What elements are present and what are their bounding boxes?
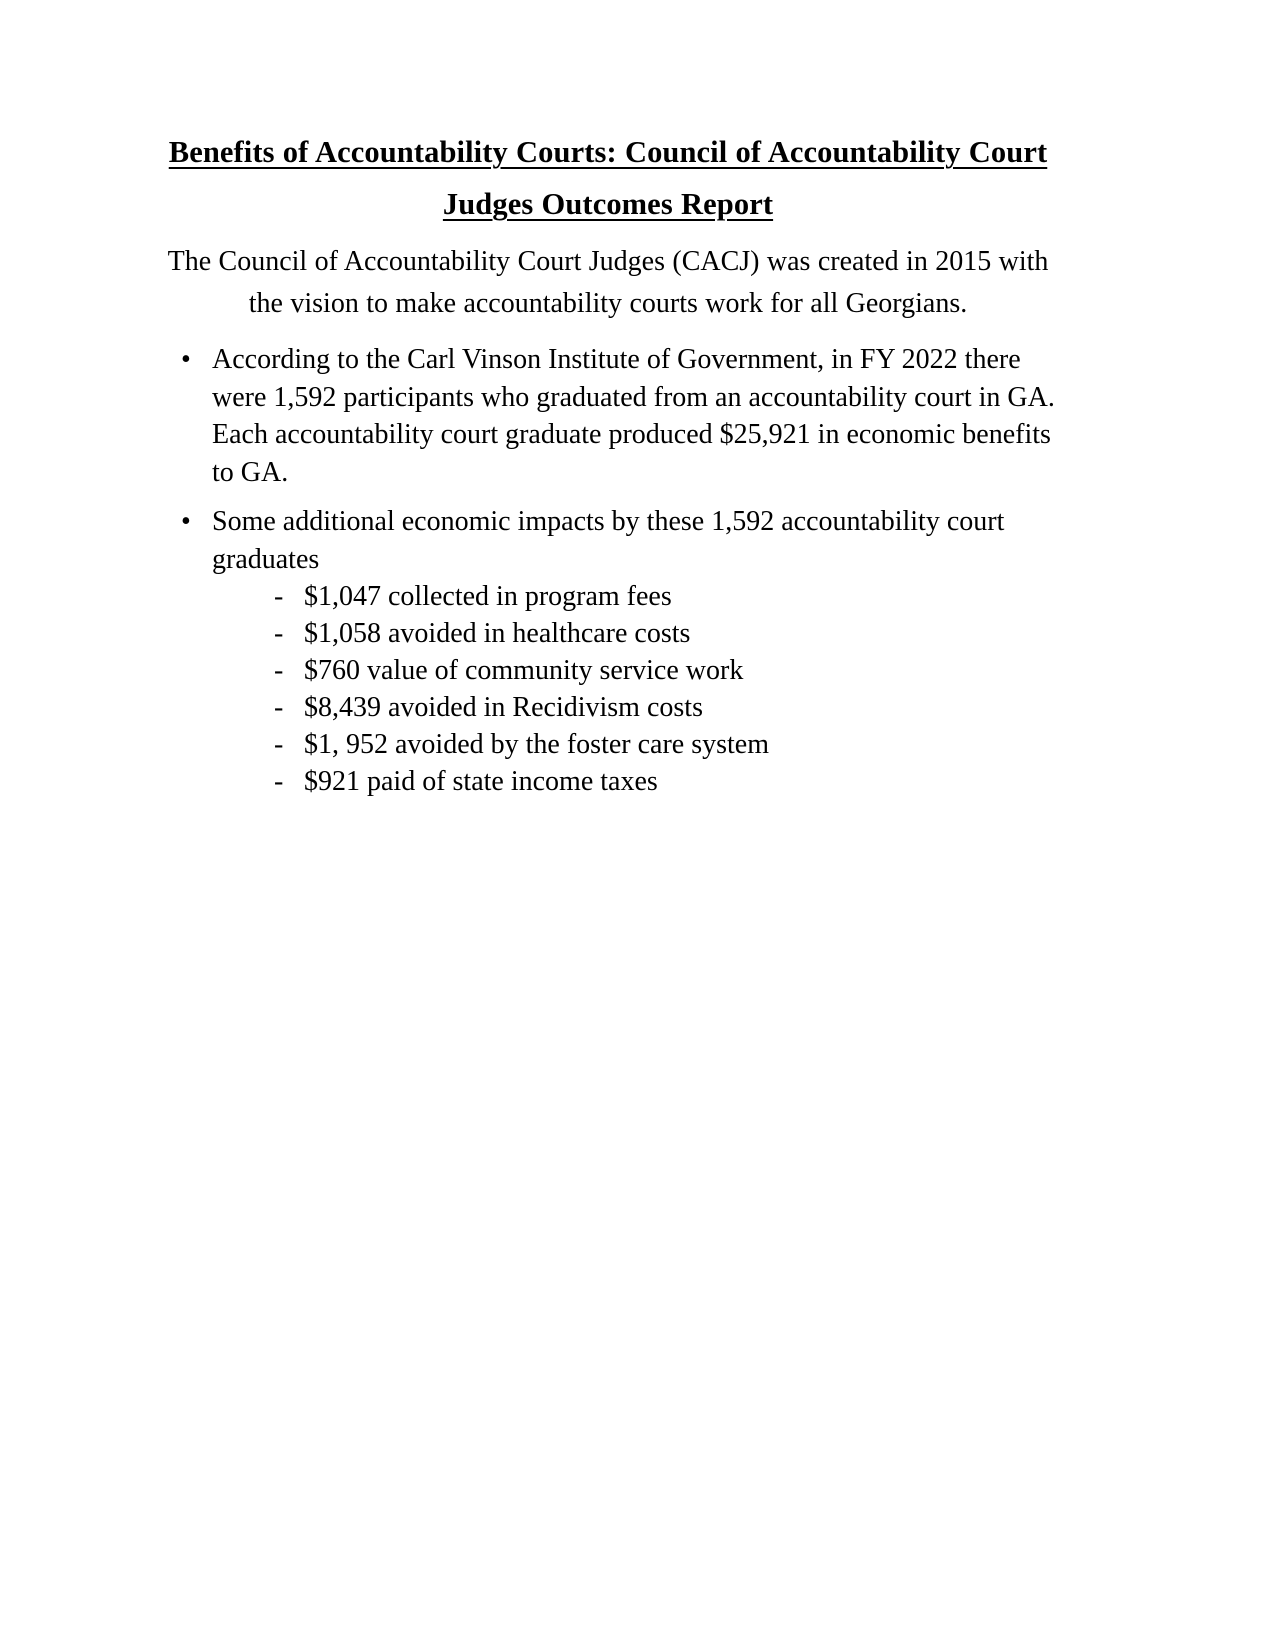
page-title-line-2: Judges Outcomes Report xyxy=(442,187,774,221)
sub-list-item xyxy=(212,726,1064,763)
page-title-line-1: Benefits of Accountability Courts: Council of Accountability Court xyxy=(168,135,1048,169)
bullet-icon: • xyxy=(181,506,191,537)
list-item-text: Some additional economic impacts by these 1,592 accountability court graduates xyxy=(212,506,1005,575)
dash-icon: - xyxy=(274,655,284,686)
main-bullet-list xyxy=(152,341,1064,800)
bullet-icon: • xyxy=(181,344,191,375)
sub-list-item xyxy=(212,652,1064,689)
sub-dash-list xyxy=(212,578,1064,800)
dash-icon: - xyxy=(274,692,284,723)
sub-list-item xyxy=(212,689,1064,726)
page-title xyxy=(152,128,1064,229)
dash-icon: - xyxy=(274,766,284,797)
sub-list-item xyxy=(212,578,1064,615)
sub-list-item-text: $921 paid of state income taxes xyxy=(304,766,658,797)
list-item xyxy=(152,503,1064,800)
sub-list-item-text: $1, 952 avoided by the foster care system xyxy=(304,729,769,760)
dash-icon: - xyxy=(274,729,284,760)
list-item-text: According to the Carl Vinson Institute of Government, in FY 2022 there were 1,592 participants who graduated from an accountability court in GA. Each accountability court graduate produced $25,921 in economic benefits to GA. xyxy=(212,344,1055,488)
sub-list-item xyxy=(212,615,1064,652)
subtitle-paragraph: The Council of Accountability Court Judges (CACJ) was created in 2015 with the vision to make accountability courts work for all Georgians. xyxy=(167,246,1049,319)
sub-list-item xyxy=(212,763,1064,800)
sub-list-item-text: $760 value of community service work xyxy=(304,655,744,686)
list-item xyxy=(152,341,1064,491)
dash-icon: - xyxy=(274,581,284,612)
sub-list-item-text: $1,058 avoided in healthcare costs xyxy=(304,618,691,649)
dash-icon: - xyxy=(274,618,284,649)
document-body xyxy=(152,128,1064,800)
sub-list-item-text: $1,047 collected in program fees xyxy=(304,581,672,612)
sub-list-item-text: $8,439 avoided in Recidivism costs xyxy=(304,692,703,723)
